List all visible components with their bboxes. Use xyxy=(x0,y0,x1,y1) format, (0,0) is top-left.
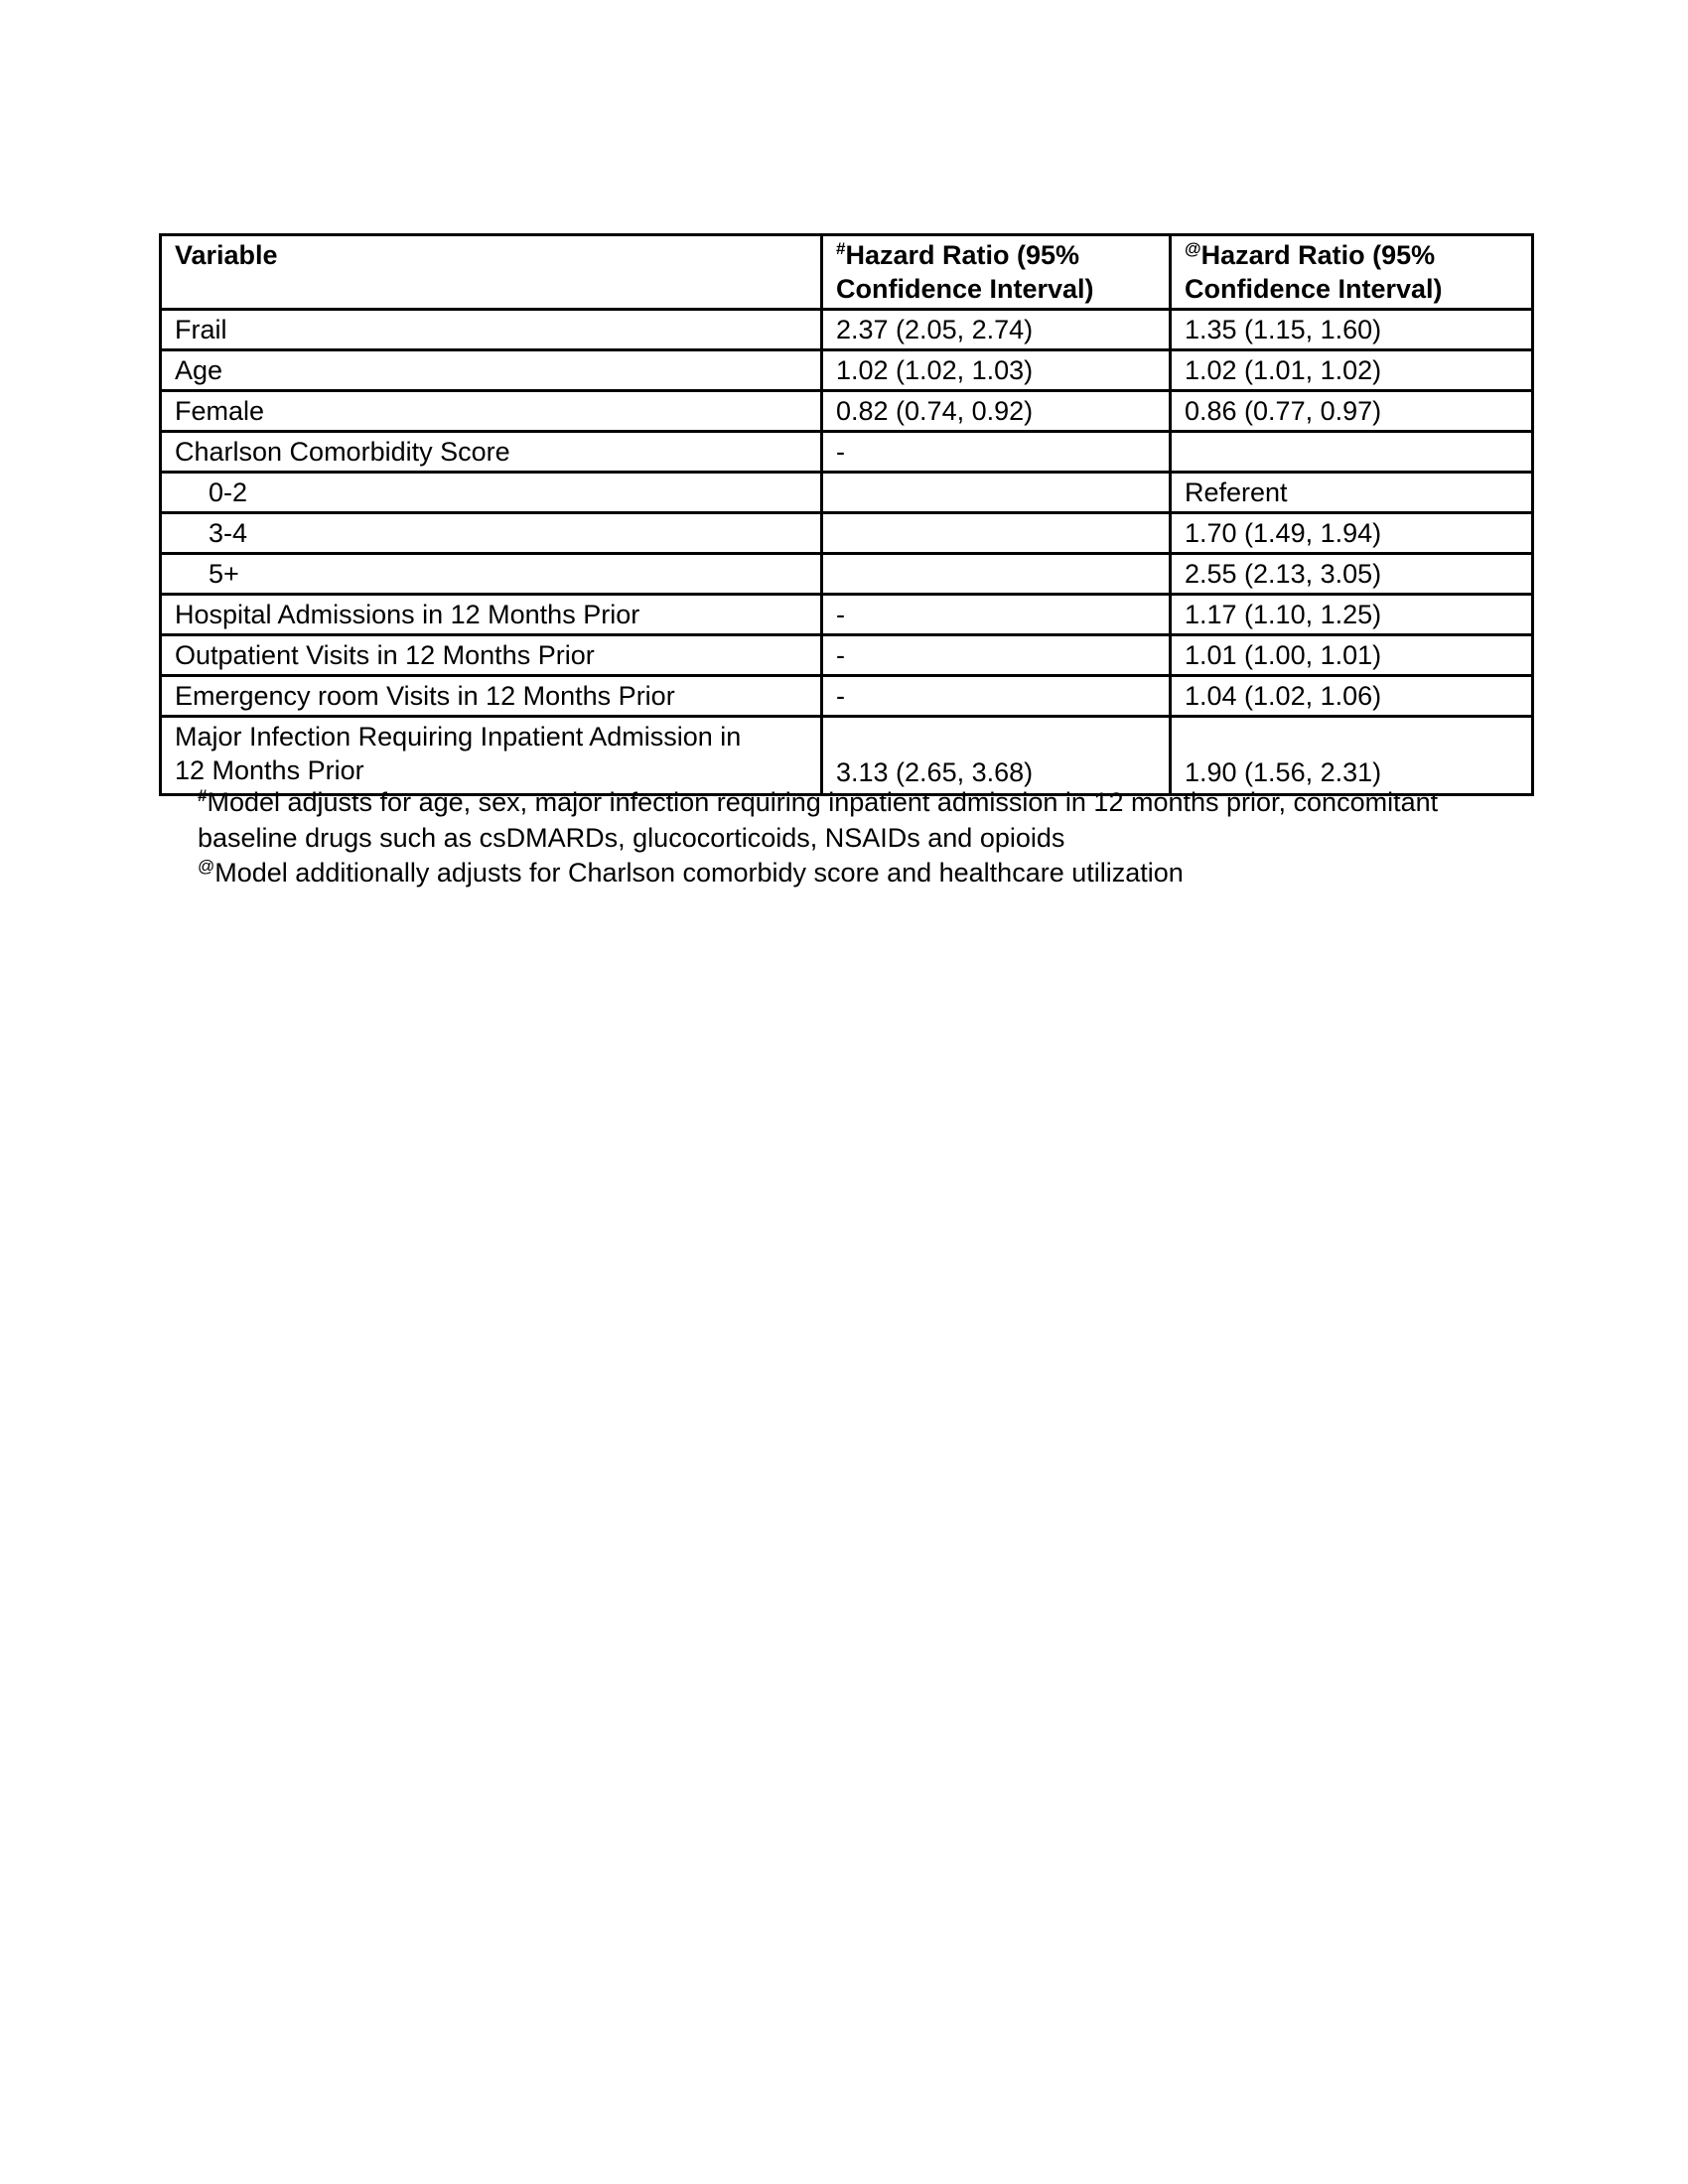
cell-hr-model1: - xyxy=(822,595,1171,635)
cell-hr-model2: 1.35 (1.15, 1.60) xyxy=(1171,310,1533,350)
cell-hr-model1 xyxy=(822,554,1171,595)
hazard-ratio-table xyxy=(159,233,1534,796)
cell-variable: Age xyxy=(161,350,822,391)
cell-hr-model1: 3.13 (2.65, 3.68) xyxy=(822,717,1171,795)
header-model2-label: Hazard Ratio (95% Confidence Interval) xyxy=(1185,240,1443,304)
header-model2 xyxy=(1171,235,1533,310)
table-row xyxy=(161,676,1533,717)
footnote-model1-marker: # xyxy=(198,786,208,805)
model2-footnote-marker: @ xyxy=(1185,239,1201,258)
footnote-model2-marker: @ xyxy=(198,857,215,876)
table-row xyxy=(161,595,1533,635)
cell-hr-model1: - xyxy=(822,676,1171,717)
cell-variable: Charlson Comorbidity Score xyxy=(161,432,822,473)
cell-hr-model2: 1.04 (1.02, 1.06) xyxy=(1171,676,1533,717)
cell-variable-subcategory: 5+ xyxy=(161,554,822,595)
cell-variable-text: Major Infection Requiring Inpatient Admission in 12 Months Prior xyxy=(175,722,742,785)
cell-variable: Hospital Admissions in 12 Months Prior xyxy=(161,595,822,635)
cell-hr-model1 xyxy=(822,513,1171,554)
cell-hr-model1: - xyxy=(822,635,1171,676)
table-row xyxy=(161,554,1533,595)
cell-hr-model2: 1.02 (1.01, 1.02) xyxy=(1171,350,1533,391)
header-model1 xyxy=(822,235,1171,310)
cell-hr-model2: 1.70 (1.49, 1.94) xyxy=(1171,513,1533,554)
header-variable-label: Variable xyxy=(175,240,278,270)
cell-hr-model2: 1.17 (1.10, 1.25) xyxy=(1171,595,1533,635)
cell-variable: Emergency room Visits in 12 Months Prior xyxy=(161,676,822,717)
table-row xyxy=(161,310,1533,350)
cell-hr-model2: 1.90 (1.56, 2.31) xyxy=(1171,717,1533,795)
footnote-model1-line2: baseline drugs such as csDMARDs, glucocorticoids, NSAIDs and opioids xyxy=(198,822,1065,853)
cell-hr-model2 xyxy=(1171,432,1533,473)
cell-variable: Outpatient Visits in 12 Months Prior xyxy=(161,635,822,676)
table-header-row xyxy=(161,235,1533,310)
table-row xyxy=(161,513,1533,554)
cell-variable: Frail xyxy=(161,310,822,350)
table-row xyxy=(161,391,1533,432)
cell-hr-model1: 0.82 (0.74, 0.92) xyxy=(822,391,1171,432)
footnote-model1-line1 xyxy=(198,785,1548,821)
header-model1-label: Hazard Ratio (95% Confidence Interval) xyxy=(836,240,1094,304)
table-footnotes xyxy=(198,785,1548,891)
cell-hr-model2: 2.55 (2.13, 3.05) xyxy=(1171,554,1533,595)
cell-hr-model2: 0.86 (0.77, 0.97) xyxy=(1171,391,1533,432)
cell-hr-model1 xyxy=(822,473,1171,513)
footnote-model2-text1: Model additionally adjusts for Charlson comorbidy score and healthcare utilization xyxy=(214,858,1184,887)
cell-hr-model1: 2.37 (2.05, 2.74) xyxy=(822,310,1171,350)
table-row xyxy=(161,717,1533,795)
cell-variable: Female xyxy=(161,391,822,432)
cell-hr-model1: - xyxy=(822,432,1171,473)
table-row xyxy=(161,432,1533,473)
cell-variable-subcategory: 3-4 xyxy=(161,513,822,554)
cell-variable-subcategory: 0-2 xyxy=(161,473,822,513)
table-row xyxy=(161,350,1533,391)
footnote-model1-text1: Model adjusts for age, sex, major infection requiring inpatient admission in 12 months prior, concomitant xyxy=(207,787,1439,817)
cell-hr-model1: 1.02 (1.02, 1.03) xyxy=(822,350,1171,391)
cell-variable xyxy=(161,717,822,795)
cell-hr-model2: 1.01 (1.00, 1.01) xyxy=(1171,635,1533,676)
footnote-model2-line1 xyxy=(198,856,1548,891)
hazard-ratio-table-container xyxy=(159,233,1534,796)
cell-hr-model2: Referent xyxy=(1171,473,1533,513)
header-variable xyxy=(161,235,822,310)
table-row xyxy=(161,635,1533,676)
model1-footnote-marker: # xyxy=(836,239,846,258)
table-row xyxy=(161,473,1533,513)
